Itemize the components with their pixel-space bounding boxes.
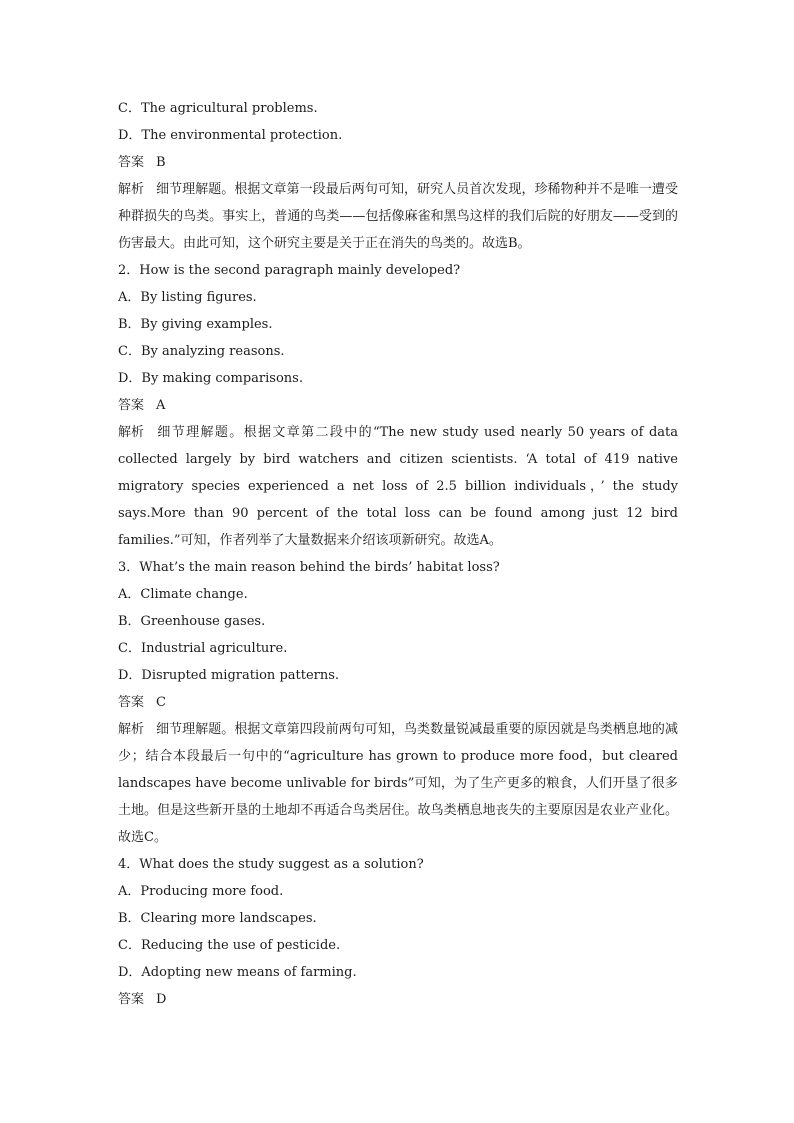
answer-value: C xyxy=(156,695,166,710)
q3-answer xyxy=(118,689,678,716)
q2-analysis xyxy=(118,419,678,554)
analysis-text: 细节理解题。根据文章第四段前两句可知，鸟类数量锐减最重要的原因就是鸟类栖息地的减少；结合本段最后一句中的“agriculture has grown to produce more food，but cleared landscapes have become unlivable for birds”可知，为了生产更多的粮食，人们开垦了很多土地。但是这些新开垦的土地却不再适合鸟类居住。故鸟类栖息地丧失的主要原因是农业产业化。故选C。 xyxy=(118,722,678,845)
q3-analysis xyxy=(118,716,678,851)
q4-option-b: B．Clearing more landscapes. xyxy=(118,911,317,926)
answer-value: A xyxy=(156,398,166,413)
q4-answer xyxy=(118,986,678,1013)
q2-option-d: D．By making comparisons. xyxy=(118,371,303,386)
answer-label: 答案 xyxy=(118,398,145,413)
q1-option-d: D．The environmental protection. xyxy=(118,128,343,143)
q1-option-c: C．The agricultural problems. xyxy=(118,101,318,116)
answer-value: D xyxy=(156,992,167,1007)
analysis-label: 解析 xyxy=(118,722,145,737)
document-page xyxy=(118,95,678,1013)
analysis-label: 解析 xyxy=(118,425,145,440)
q4-option-c: C．Reducing the use of pesticide. xyxy=(118,938,341,953)
q1-answer xyxy=(118,149,678,176)
q3-option-b: B．Greenhouse gases. xyxy=(118,614,266,629)
analysis-text: 细节理解题。根据文章第一段最后两句可知，研究人员首次发现，珍稀物种并不是唯一遭受种群损失的鸟类。事实上，普通的鸟类——包括像麻雀和黑鸟这样的我们后院的好朋友——受到的伤害最大。由此可知，这个研究主要是关于正在消失的鸟类的。故选B。 xyxy=(118,182,678,251)
q4-stem: 4．What does the study suggest as a solution? xyxy=(118,857,424,872)
q2-option-b: B．By giving examples. xyxy=(118,317,273,332)
q1-analysis xyxy=(118,176,678,257)
answer-label: 答案 xyxy=(118,992,145,1007)
q2-option-a: A．By listing figures. xyxy=(118,290,257,305)
q3-option-d: D．Disrupted migration patterns. xyxy=(118,668,340,683)
answer-label: 答案 xyxy=(118,155,145,170)
q2-answer xyxy=(118,392,678,419)
answer-label: 答案 xyxy=(118,695,145,710)
analysis-text: 细节理解题。根据文章第二段中的“The new study used nearly 50 years of data collected largely by bird watchers and citizen scientists. ‘A total of 419 native migratory species experienced a net loss of 2.5 billion individuals，’ the study says.More than 90 percent of the total loss can be found among just 12 bird families.”可知，作者列举了大量数据来介绍该项新研究。故选A。 xyxy=(118,425,678,548)
q3-option-c: C．Industrial agriculture. xyxy=(118,641,288,656)
q4-option-a: A．Producing more food. xyxy=(118,884,284,899)
q2-option-c: C．By analyzing reasons. xyxy=(118,344,285,359)
analysis-label: 解析 xyxy=(118,182,145,197)
q3-option-a: A．Climate change. xyxy=(118,587,248,602)
q4-option-d: D．Adopting new means of farming. xyxy=(118,965,357,980)
q3-stem: 3．What’s the main reason behind the birds’ habitat loss? xyxy=(118,560,500,575)
q2-stem: 2．How is the second paragraph mainly developed? xyxy=(118,263,461,278)
answer-value: B xyxy=(156,155,166,170)
